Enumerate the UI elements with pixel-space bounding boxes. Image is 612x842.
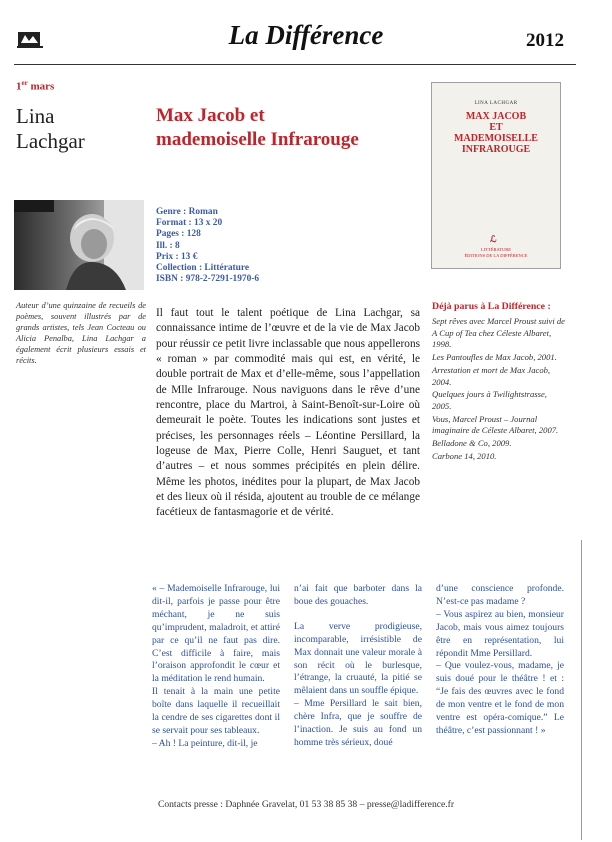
title-line-1: Max Jacob et [156,105,265,126]
excerpt-paragraph: « – Mademoiselle Infrarouge, lui dit-il, parfois je passe pour être méchant, je ne suis qu’imprudent, maladroit, et attiré par ce qu’il ne faut pas dire. C’est difficile à faire, mais l’oraison approfondit le cœur et la méditation le rend humain. [152,583,280,685]
bibliography-heading: Déjà parus à La Différence : [432,301,551,312]
author-photo [14,200,144,290]
date-suffix: er [21,79,28,87]
excerpt-paragraph: d’une conscience profonde. N’est-ce pas madame ? [436,583,564,607]
author-first: Lina [16,104,55,128]
bibliography-item: Sept rêves avec Marcel Proust suivi de A Cup of Tea chez Céleste Albaret, 1998. [432,316,565,350]
author-bio: Auteur d’une quinzaine de recueils de poèmes, souvent illustrés par de grands artistes, tels Jean Cocteau ou Alicia Penalba, Lina Lachgar a également écrit plusieurs essais et récits. [16,301,146,365]
bibliography-item: Arrestation et mort de Max Jacob, 2004. [432,364,551,387]
excerpt-paragraph: – Vous aspirez au bien, monsieur Jacob, mais vous aimez toujours être en représentation, lui répondit Mme Persillard. [436,608,564,659]
author-last: Lachgar [16,129,85,153]
spec-collection: Collection : Littérature [156,263,250,274]
spec-price: Prix : 13 € [156,251,198,262]
spec-illustrations: Ill. : 8 [156,240,180,251]
cover-title-line: ET [489,122,503,133]
cover-logo-icon: ℒ [490,234,497,244]
excerpt-column-3 [436,583,564,738]
cover-title-line: MAX JACOB [465,111,527,122]
bibliography-item: Carbone 14, 2010. [432,450,497,461]
cover-title-line: INFRAROUGE [461,144,531,155]
excerpt-column-1 [152,583,280,751]
excerpt-paragraph: Il tenait à la main une petite boîte dans laquelle il recueillait la cendre de ses cigarettes dont il se servait pour ses tableaux. [152,686,280,736]
cover-title [432,111,560,155]
bibliography-item: Vous, Marcel Proust – Journal imaginaire de Céleste Albaret, 2007. [432,413,559,436]
excerpt-paragraph: – Ah ! La peinture, dit-il, je [152,737,258,749]
publisher-name: La Différence [228,20,384,50]
excerpt-paragraph: – Que voulez-vous, madame, je suis doué pour le théâtre ! et : “Je fais des œuvres avec le fond de mon ventre et le fond de mon ventre est opéra-comique.” Le théâtre, c’est passionnant ! » [436,660,564,736]
spec-isbn: ISBN : 978-2-7291-1970-6 [156,274,260,285]
cover-author: LINA LACHGAR [474,101,518,106]
excerpt-paragraph: – Mme Persillard le sait bien, chère Infra, que je souffre de l’inaction. Je suis au fond un homme très sérieux, doué [294,698,422,748]
spec-genre: Genre : Roman [156,207,218,217]
date-month: mars [30,80,55,93]
excerpt-paragraph: n’ai fait que barboter dans la boue des gouaches. [294,583,422,607]
description-paragraph: Il faut tout le talent poétique de Lina Lachgar, sa connaissance intime de l’œuvre et de la vie de Max Jacob pour réussir ce petit livre inclassable que nous appellerons « roman » par commodité mais qui est, en vérité, le double portrait de Max et d’elle-même, sous l’appellation de Mlle Infrarouge. Nous naviguons dans le rêve d’une rencontre, place du Martroi, à Saint-Benoît-sur-Loire où demeurait le poète. Toutes les indications sont justes et précises, les personnages réels – Léontine Persillard, la logeuse de Max, Pierre Colle, Henri Sauguet, et tant d’autres – et nous sommes précipités en plein délire. Même les photos, inédites pour la plupart, de Max Jacob et des lieux où il résida, ajoutent au trouble de ce mélange facétieux de fantasmagorie et de vérité. [156,307,420,519]
page-edge [581,540,582,840]
release-date [16,79,54,93]
cover-collection: LITTÉRATURE [481,247,511,252]
title-line-2: mademoiselle Infrarouge [156,129,359,150]
author-name [16,104,136,154]
book-specs [156,207,259,285]
bibliography-list [432,316,567,463]
excerpt-column-2 [294,583,422,750]
year: 2012 [526,30,564,51]
date-day: 1 [16,80,22,93]
bibliography-item: Quelques jours à Twilightstrasse, 2005. [432,389,547,411]
bibliography-item: Les Pantoufles de Max Jacob, 2001. [432,352,557,363]
book-description [156,306,420,521]
press-contact: Contacts presse : Daphnée Gravelat, 01 53 38 85 38 – presse@ladifference.fr [157,799,455,810]
header-rule [14,64,576,65]
book-cover [431,82,561,269]
excerpt-paragraph: La verve prodigieuse, incomparable, irrésistible de Max donnait une valeur morale à son récit où le burlesque, l’étrange, la cruauté, la pitié se mêlaient dans un souffle épique. [294,620,422,697]
cover-publisher: ÉDITIONS DE LA DIFFÉRENCE [464,253,528,258]
cover-title-line: MADEMOISELLE [454,133,538,144]
bibliography-item: Belladone & Co, 2009. [432,438,512,449]
book-title [156,104,406,152]
spec-format: Format : 13 x 20 [156,218,223,229]
spec-pages: Pages : 128 [156,229,201,240]
